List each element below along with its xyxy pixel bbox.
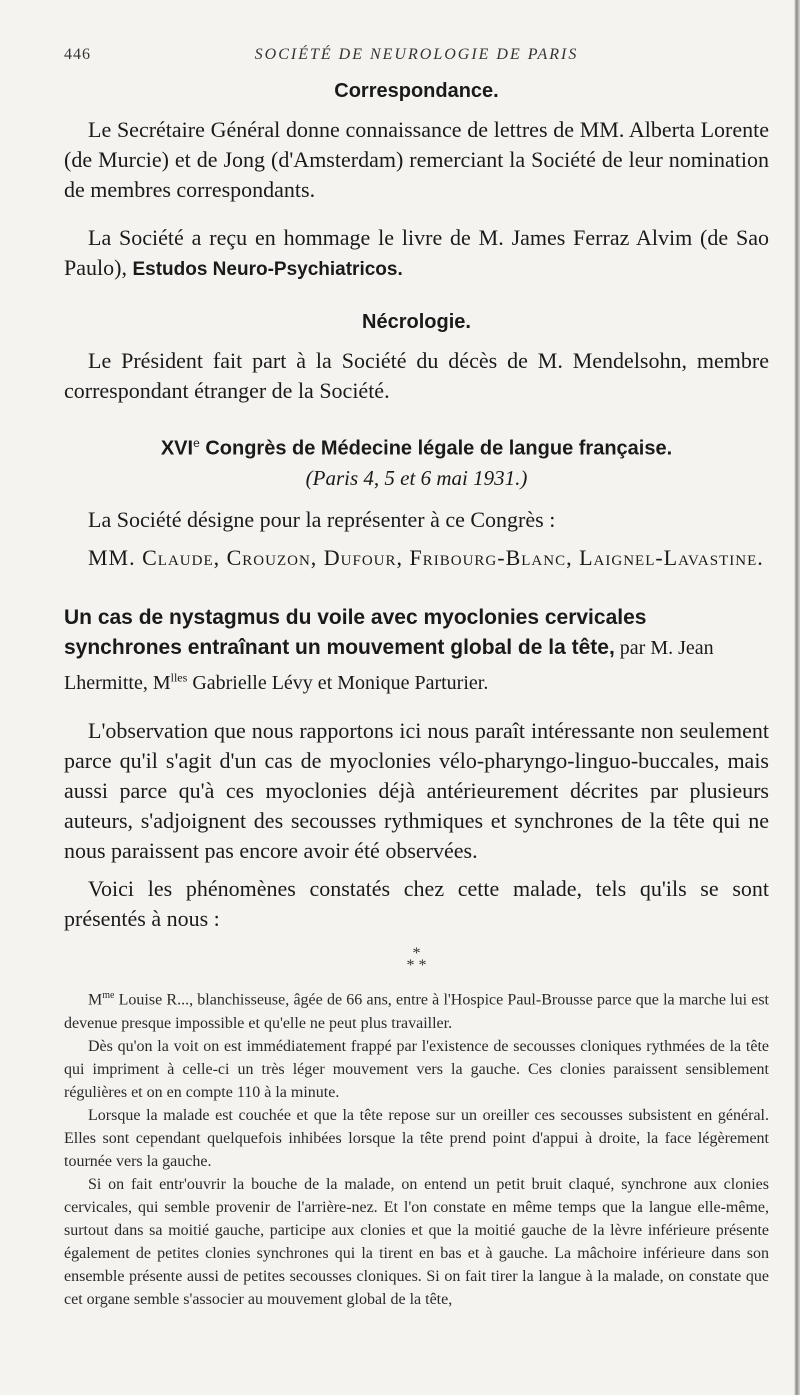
paragraph-text: La Société a reçu en hommage le livre de M. James Ferraz Alvim (de Sao Paulo), xyxy=(64,225,769,280)
observation-paragraph-1 xyxy=(64,984,769,1034)
article-title-text: Un cas de nystagmus du voile avec myoclonies cervicales synchrones entraînant un mouvement global de la tête, xyxy=(64,605,647,659)
paragraph-article-2: Voici les phénomènes constatés chez cette malade, tels qu'ils se sont présentés à nous : xyxy=(64,876,769,932)
running-header xyxy=(64,44,769,68)
asterism-top: * xyxy=(412,945,421,963)
paragraph-necrologie: Le Président fait part à la Société du décès de M. Mendelsohn, membre correspondant étranger de la Société. xyxy=(64,348,769,403)
section-title-congres xyxy=(64,436,769,461)
paragraph-correspondance-2 xyxy=(64,223,769,285)
paragraph-congres-delegates: MM. Claude, Crouzon, Dufour, Fribourg-Blanc, Laignel-Lavastine. xyxy=(88,544,764,570)
observation-paragraph-4: Si on fait entr'ouvrir la bouche de la malade, on entend un petit bruit claqué, synchrone aux clonies cervicales, qui semble provenir de l'arrière-nez. Et l'on constate en même temps que la langue elle-même, surtout dans sa moitié gauche, participe aux clonies et que la moitié gauche de la lèvre inférieure présente également de petites clonies synchrones qui la tirent en bas et à gauche. La mâchoire inférieure dans son ensemble présente aussi de petites secousses cloniques. Si on fait tirer la langue à la malade, on constate que cet organe semble s'associer au mouvement global de la tête, xyxy=(64,1175,769,1308)
authors-pre: par M. Jean Lhermitte, M xyxy=(64,636,714,695)
congres-dateline: (Paris 4, 5 et 6 mai 1931.) xyxy=(305,465,528,490)
observation-block xyxy=(64,984,769,1310)
asterism xyxy=(64,945,769,975)
section-title-necrologie: Nécrologie. xyxy=(362,311,471,333)
obs-title-m: M xyxy=(88,991,103,1009)
section-title-correspondance: Correspondance. xyxy=(334,80,499,102)
paragraph-article-intro: L'observation que nous rapportons ici nous paraît intéressante non seulement parce qu'il s'agit d'un cas de myoclonies vélo-pharyngo-linguo-buccales, mais aussi parce qu'à ces myoclonies déjà antérieurement décrites par plusieurs auteurs, s'adjoignent des secousses rythmiques et synchrones de la tête qui ne nous paraissent pas encore avoir été observées. xyxy=(64,718,769,864)
authors-sup: lles xyxy=(170,670,188,685)
observation-paragraph-3: Lorsque la malade est couchée et que la tête repose sur un oreiller ces secousses subsistent en général. Elles sont cependant quelquefois inhibées lorsque la tête prend point d'appui à droite, la face légèrement tournée vers la gauche. xyxy=(64,1106,769,1170)
journal-title: SOCIÉTÉ DE NEUROLOGIE DE PARIS xyxy=(254,46,579,63)
page-edge xyxy=(794,0,800,1395)
book-title: Estudos Neuro-Psychiatricos. xyxy=(132,259,403,280)
congres-ordinal-sup: e xyxy=(193,436,200,450)
article-title xyxy=(64,603,769,699)
obs-p1-text: Louise R..., blanchisseuse, âgée de 66 ans, entre à l'Hospice Paul-Brousse parce que la marche lui est devenue presque impossible et qu'elle ne peut plus travailler. xyxy=(64,991,769,1032)
authors-post: Gabrielle Lévy et Monique Parturier. xyxy=(187,672,489,695)
observation-paragraph-2: Dès qu'on la voit on est immédiatement frappé par l'existence de secousses cloniques rythmées de la tête qui impriment à celle-ci un très léger mouvement vers la gauche. Ces clonies paraissent sensiblement régulières et on en compte 110 à la minute. xyxy=(64,1037,769,1101)
document-page xyxy=(64,44,769,1311)
paragraph-congres-1: La Société désigne pour la représenter à ce Congrès : xyxy=(88,506,556,532)
congres-ordinal: XVI xyxy=(160,437,194,460)
page-number: 446 xyxy=(64,46,91,63)
congres-title-text: Congrès de Médecine légale de langue française. xyxy=(199,437,673,460)
paragraph-correspondance-1: Le Secrétaire Général donne connaissance de lettres de MM. Alberta Lorente (de Murcie) et de Jong (d'Amsterdam) remerciant la Société de leur nomination de membres correspondants. xyxy=(64,117,769,202)
obs-title-sup: me xyxy=(102,990,115,1002)
asterism-bottom: * * xyxy=(406,957,427,975)
